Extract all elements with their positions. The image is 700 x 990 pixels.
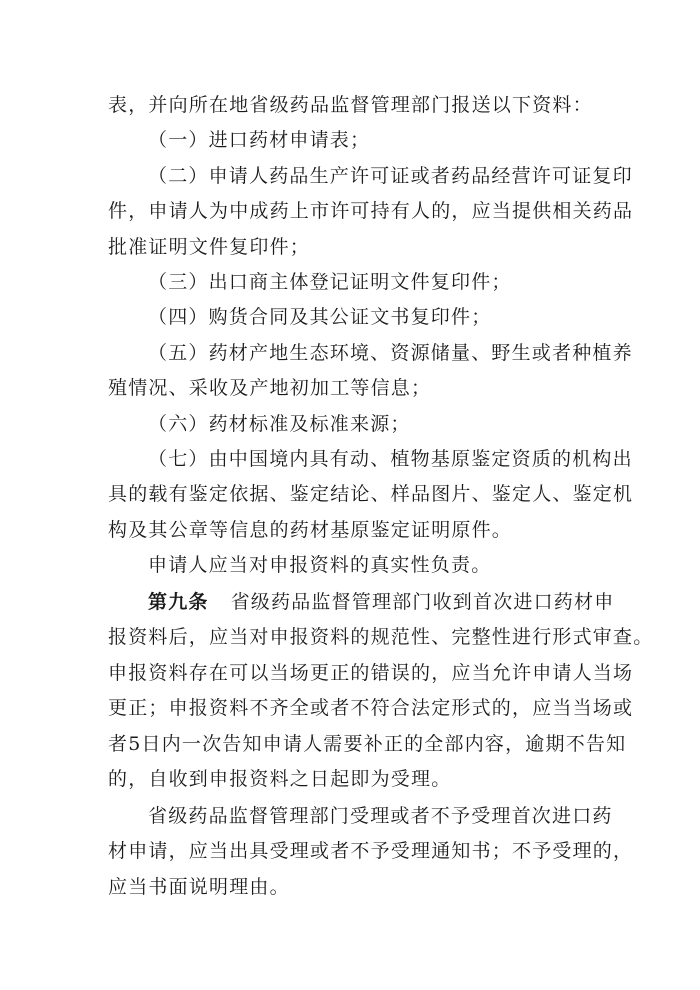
text-line: 的，自收到申报资料之日起即为受理。 — [108, 767, 452, 790]
text-line: 者5日内一次告知申请人需要补正的全部内容，逾期不告知 — [108, 732, 627, 755]
list-item-1: （一）进口药材申请表； — [148, 129, 371, 152]
text-line: 更正；申报资料不齐全或者不符合法定形式的，应当当场或 — [108, 697, 634, 720]
text-line: 报资料后，应当对申报资料的规范性、完整性进行形式审查。 — [108, 626, 654, 649]
text-line: 表，并向所在地省级药品监督管理部门报送以下资料： — [108, 94, 593, 116]
list-item-5: （五）药材产地生态环境、资源储量、野生或者种植养 — [148, 341, 633, 364]
text-line: 殖情况、采收及产地初加工等信息； — [108, 377, 432, 400]
list-item-6: （六）药材标准及标准来源； — [148, 412, 411, 435]
acceptance-paragraph: 省级药品监督管理部门受理或者不予受理首次进口药 — [148, 804, 613, 827]
list-item-2: （二）申请人药品生产许可证或者药品经营许可证复印 — [148, 164, 633, 187]
text-line: 材申请，应当出具受理或者不予受理通知书；不予受理的， — [108, 840, 634, 863]
responsibility-paragraph: 申请人应当对申报资料的真实性负责。 — [148, 554, 492, 577]
article-9-first-line — [108, 585, 615, 620]
list-item-3: （三）出口商主体登记证明文件复印件； — [148, 270, 512, 293]
text-line: 批准证明文件复印件； — [108, 235, 311, 258]
text-line: 具的载有鉴定依据、鉴定结论、样品图片、鉴定人、鉴定机 — [108, 483, 634, 506]
text-line: 应当书面说明理由。 — [108, 875, 290, 898]
list-item-7: （七）由中国境内具有动、植物基原鉴定资质的机构出 — [148, 447, 633, 470]
article-heading: 第九条 — [148, 590, 209, 613]
text-line: 件，申请人为中成药上市许可持有人的，应当提供相关药品 — [108, 200, 634, 223]
list-item-4: （四）购货合同及其公证文书复印件； — [148, 306, 492, 329]
article-9-text: 省级药品监督管理部门收到首次进口药材申 — [230, 590, 615, 613]
document-body — [108, 88, 654, 905]
text-line: 构及其公章等信息的药材基原鉴定证明原件。 — [108, 518, 513, 541]
text-line: 申报资料存在可以当场更正的错误的，应当允许申请人当场 — [108, 661, 634, 684]
